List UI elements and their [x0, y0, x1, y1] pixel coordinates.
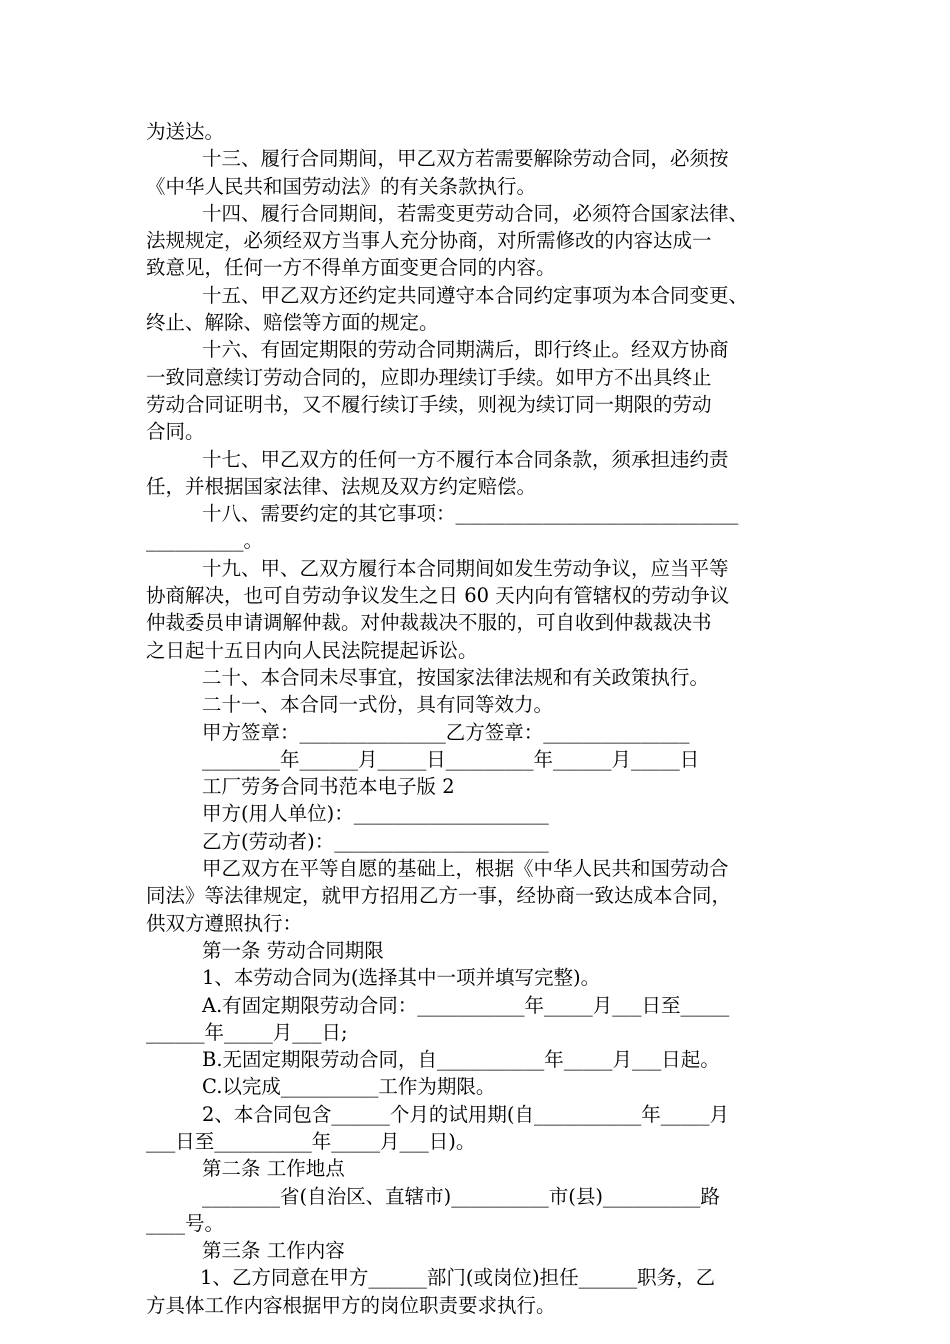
text-line: 供双方遵照执行：	[146, 911, 303, 935]
text-line: 1、本劳动合同为(选择其中一项并填写完整)。	[202, 966, 601, 990]
text-line: ____号。	[146, 1211, 225, 1235]
option-c: C.以完成__________工作为期限。	[202, 1075, 496, 1099]
clause-16: 十六、有固定期限的劳动合同期满后，即行终止。经双方协商	[202, 338, 729, 362]
date-line: ________年______月_____日_________年______月_____日	[202, 747, 700, 771]
probation-clause: 2、本合同包含______个月的试用期(自___________年_____月	[202, 1102, 730, 1126]
text-line: 一致同意续订劳动合同的，应即办理续订手续。如甲方不出具终止	[146, 365, 712, 389]
text-line: ______年_____月___日;	[146, 1020, 348, 1044]
text-line: 为送达。	[146, 120, 225, 143]
party-b-field: 乙方(劳动者)：______________________	[202, 829, 549, 853]
clause-21: 二十一、本合同一式份，具有同等效力。	[202, 693, 554, 717]
party-a-field: 甲方(用人单位)：____________________	[202, 802, 549, 826]
option-b: B.无固定期限劳动合同，自___________年_____月___日起。	[202, 1048, 720, 1072]
work-content-clause: 1、乙方同意在甲方______部门(或岗位)担任______职务，乙	[200, 1266, 716, 1290]
preamble: 甲乙双方在平等自愿的基础上，根据《中华人民共和国劳动合	[202, 857, 729, 881]
clause-20: 二十、本合同未尽事宜，按国家法律法规和有关政策执行。	[202, 665, 710, 689]
text-line: 仲裁委员申请调解仲裁。对仲裁裁决不服的，可自收到仲裁裁决书	[146, 611, 712, 635]
text-line: 方具体工作内容根据甲方的岗位职责要求执行。	[146, 1293, 556, 1317]
work-location-field: ________省(自治区、直辖市)__________市(县)__________路	[202, 1184, 720, 1208]
document-page	[146, 118, 826, 1319]
text-line: 同法》等法律规定，就甲方招用乙方一事，经协商一致达成本合同，	[146, 884, 732, 908]
text-line: 合同。	[146, 420, 205, 444]
clause-17: 十七、甲乙双方的任何一方不履行本合同条款，须承担违约责	[202, 447, 729, 471]
clause-15: 十五、甲乙双方还约定共同遵守本合同约定事项为本合同变更、	[202, 283, 749, 307]
text-line: 致意见，任何一方不得单方面变更合同的内容。	[146, 256, 556, 280]
text-line: 《中华人民共和国劳动法》的有关条款执行。	[146, 174, 537, 198]
text-line: 终止、解除、赔偿等方面的规定。	[146, 311, 439, 335]
clause-19: 十九、甲、乙双方履行本合同期间如发生劳动争议，应当平等	[202, 556, 729, 580]
text-line: 协商解决，也可自劳动争议发生之日 60 天内向有管辖权的劳动争议	[146, 584, 730, 608]
clause-14: 十四、履行合同期间，若需变更劳动合同，必须符合国家法律、	[202, 201, 749, 225]
text-line: ___日至__________年_____月___日)。	[146, 1129, 476, 1153]
article-3-heading: 第三条 工作内容	[202, 1239, 345, 1263]
document-title: 工厂劳务合同书范本电子版 2	[202, 775, 455, 799]
text-line: 劳动合同证明书，又不履行续订手续，则视为续订同一期限的劳动	[146, 392, 712, 416]
clause-13: 十三、履行合同期间，甲乙双方若需要解除劳动合同，必须按	[202, 147, 729, 171]
signature-line: 甲方签章：_______________乙方签章：_______________	[202, 720, 690, 744]
text-line: 法规规定，必须经双方当事人充分协商，对所需修改的内容达成一	[146, 229, 712, 253]
option-a: A.有固定期限劳动合同：___________年_____月___日至_____	[202, 993, 730, 1017]
text-line: 之日起十五日内向人民法院提起诉讼。	[146, 638, 478, 662]
text-line: 任，并根据国家法律、法规及双方约定赔偿。	[146, 474, 537, 498]
article-2-heading: 第二条 工作地点	[202, 1157, 345, 1181]
article-1-heading: 第一条 劳动合同期限	[202, 938, 384, 962]
text-line: __________。	[146, 529, 264, 553]
clause-18: 十八、需要约定的其它事项：_____________________________	[202, 502, 739, 526]
